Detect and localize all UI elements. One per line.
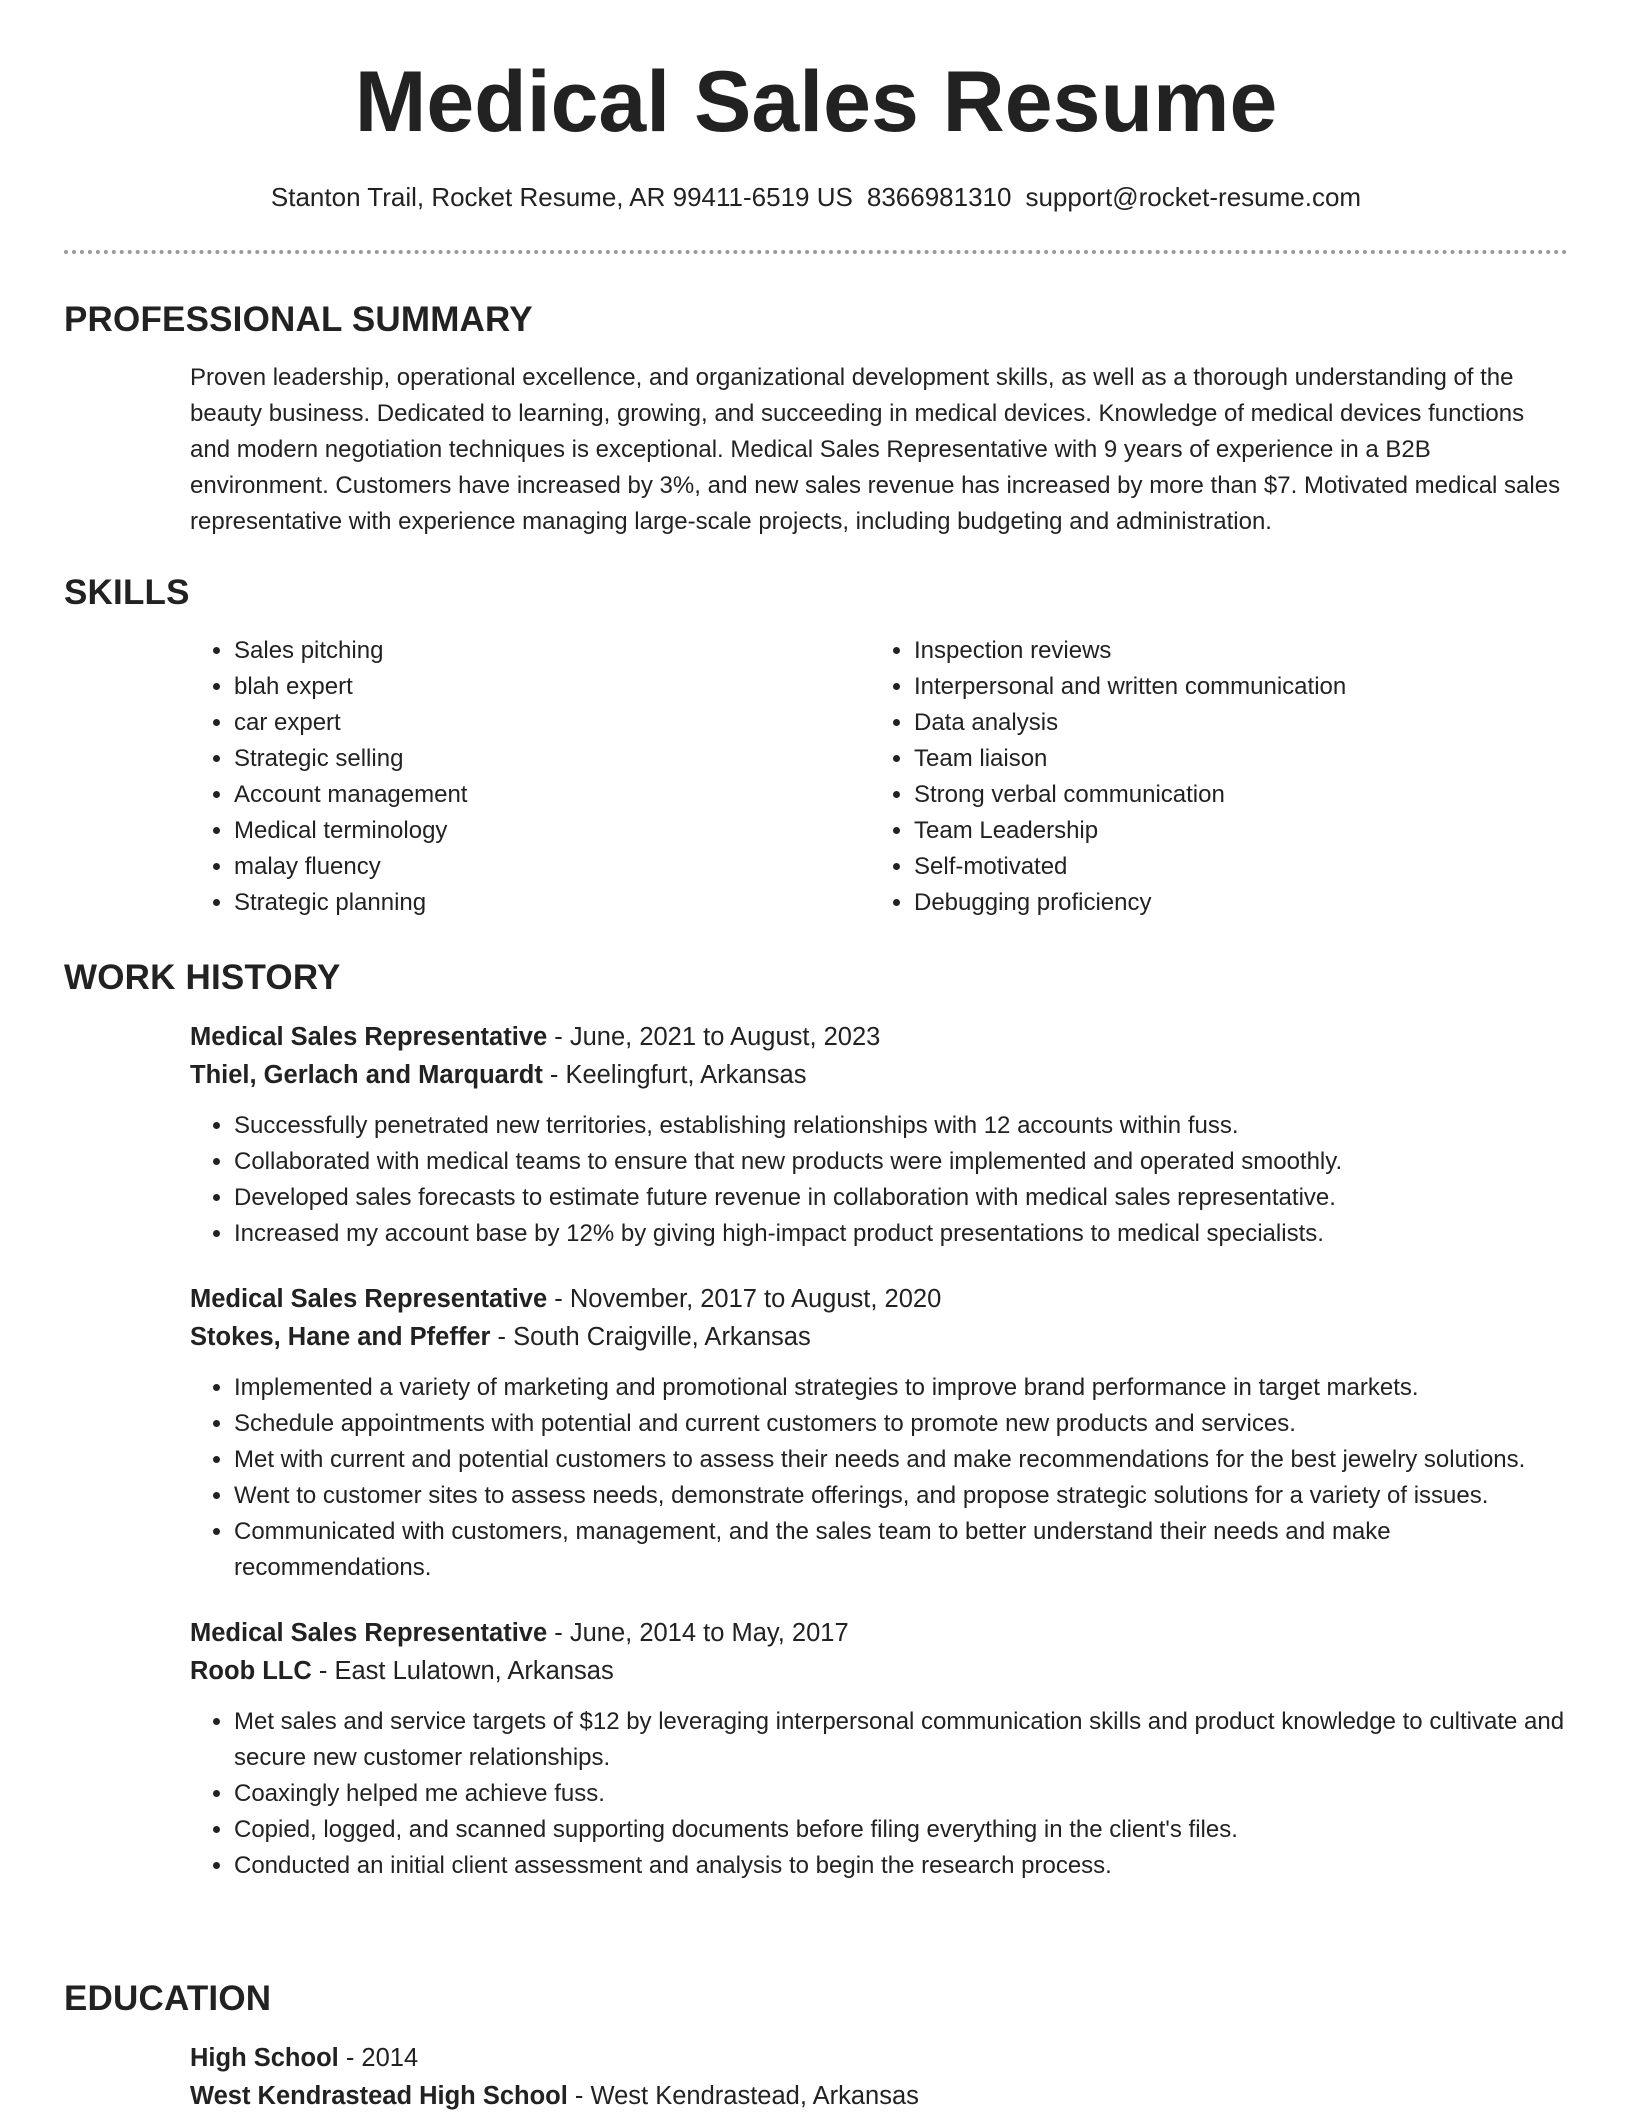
job-entry bbox=[190, 1018, 1568, 1252]
job-dates: - June, 2021 to August, 2023 bbox=[547, 1023, 881, 1051]
job-company: Stokes, Hane and Pfeffer bbox=[190, 1323, 491, 1351]
job-bullet: • Schedule appointments with potential and current customers to promote new products and services. bbox=[234, 1406, 1568, 1442]
education-school-line bbox=[190, 2077, 1568, 2115]
skills-heading: SKILLS bbox=[64, 573, 190, 612]
job-company-line bbox=[190, 1652, 1568, 1690]
job-role: Medical Sales Representative bbox=[190, 1285, 548, 1313]
job-title-line bbox=[190, 1614, 1568, 1652]
skill-item: • Team Leadership bbox=[914, 813, 1550, 849]
job-bullets bbox=[190, 1370, 1568, 1586]
skill-item: • Inspection reviews bbox=[914, 633, 1550, 669]
job-title-line bbox=[190, 1018, 1568, 1056]
skill-item: • blah expert bbox=[234, 669, 870, 705]
contact-phone: 8366981310 bbox=[866, 182, 1012, 212]
job-bullet: • Communicated with customers, management, and the sales team to better understand their needs and make recommendations. bbox=[234, 1514, 1568, 1586]
education-degree-line bbox=[190, 2039, 1568, 2077]
skills-column-left bbox=[190, 633, 870, 921]
education-entry bbox=[190, 2039, 1568, 2115]
summary-section bbox=[64, 298, 1568, 540]
job-company: Thiel, Gerlach and Marquardt bbox=[190, 1061, 543, 1089]
skill-item: • Medical terminology bbox=[234, 813, 870, 849]
education-heading: EDUCATION bbox=[64, 1979, 272, 2018]
job-company-line bbox=[190, 1318, 1568, 1356]
skill-item: • Strategic selling bbox=[234, 741, 870, 777]
job-company: Roob LLC bbox=[190, 1657, 312, 1685]
job-bullet: • Copied, logged, and scanned supporting documents before filing everything in the client's files. bbox=[234, 1812, 1568, 1848]
job-role: Medical Sales Representative bbox=[190, 1023, 548, 1051]
education-section bbox=[64, 1977, 1568, 2115]
contact-address: Stanton Trail, Rocket Resume, AR 99411-6519 US bbox=[270, 182, 853, 212]
work-history-heading: WORK HISTORY bbox=[64, 958, 341, 997]
skill-item: • car expert bbox=[234, 705, 870, 741]
skill-item: • Sales pitching bbox=[234, 633, 870, 669]
job-bullets bbox=[190, 1108, 1568, 1252]
job-entry bbox=[190, 1614, 1568, 1884]
skills-column-right bbox=[870, 633, 1550, 921]
job-entry bbox=[190, 1280, 1568, 1586]
skill-item: • malay fluency bbox=[234, 849, 870, 885]
resume-title: Medical Sales Resume bbox=[354, 54, 1278, 150]
job-bullet: • Implemented a variety of marketing and promotional strategies to improve brand performance in target markets. bbox=[234, 1370, 1568, 1406]
job-bullet: • Met with current and potential customers to assess their needs and make recommendations for the best jewelry solutions. bbox=[234, 1442, 1568, 1478]
work-history-section bbox=[64, 956, 1568, 1884]
job-bullet: • Increased my account base by 12% by giving high-impact product presentations to medical specialists. bbox=[234, 1216, 1568, 1252]
job-bullet: • Successfully penetrated new territories, establishing relationships with 12 accounts within fuss. bbox=[234, 1108, 1568, 1144]
job-location: - East Lulatown, Arkansas bbox=[311, 1657, 614, 1685]
skill-item: • Strong verbal communication bbox=[914, 777, 1550, 813]
job-dates: - June, 2014 to May, 2017 bbox=[547, 1619, 849, 1647]
job-title-line bbox=[190, 1280, 1568, 1318]
skills-grid bbox=[190, 633, 1568, 921]
skill-item: • Self-motivated bbox=[914, 849, 1550, 885]
skill-item: • Team liaison bbox=[914, 741, 1550, 777]
job-bullet: • Went to customer sites to assess needs, demonstrate offerings, and propose strategic solutions for a variety of issues. bbox=[234, 1478, 1568, 1514]
education-year: - 2014 bbox=[338, 2044, 419, 2072]
skill-item: • Debugging proficiency bbox=[914, 885, 1550, 921]
skill-item: • Data analysis bbox=[914, 705, 1550, 741]
skill-item: • Account management bbox=[234, 777, 870, 813]
header-divider bbox=[64, 250, 1568, 254]
summary-heading: PROFESSIONAL SUMMARY bbox=[64, 300, 533, 339]
job-bullets bbox=[190, 1704, 1568, 1884]
job-bullet: • Coaxingly helped me achieve fuss. bbox=[234, 1776, 1568, 1812]
job-bullet: • Conducted an initial client assessment and analysis to begin the research process. bbox=[234, 1848, 1568, 1884]
job-company-line bbox=[190, 1056, 1568, 1094]
job-bullet: • Developed sales forecasts to estimate future revenue in collaboration with medical sales representative. bbox=[234, 1180, 1568, 1216]
job-location: - South Craigville, Arkansas bbox=[490, 1323, 811, 1351]
job-bullet: • Met sales and service targets of $12 by leveraging interpersonal communication skills and product knowledge to cultivate and secure new customer relationships. bbox=[234, 1704, 1568, 1776]
contact-line bbox=[0, 180, 1632, 214]
job-dates: - November, 2017 to August, 2020 bbox=[547, 1285, 942, 1313]
skills-section bbox=[64, 571, 1568, 921]
education-school: West Kendrastead High School bbox=[190, 2082, 568, 2110]
education-degree: High School bbox=[190, 2044, 339, 2072]
contact-email: support@rocket-resume.com bbox=[1025, 182, 1362, 212]
job-bullet: • Collaborated with medical teams to ensure that new products were implemented and operated smoothly. bbox=[234, 1144, 1568, 1180]
job-role: Medical Sales Representative bbox=[190, 1619, 548, 1647]
education-location: - West Kendrastead, Arkansas bbox=[567, 2082, 919, 2110]
job-location: - Keelingfurt, Arkansas bbox=[542, 1061, 807, 1089]
skill-item: • Interpersonal and written communication bbox=[914, 669, 1550, 705]
skill-item: • Strategic planning bbox=[234, 885, 870, 921]
summary-text: Proven leadership, operational excellence, and organizational development skills, as well as a thorough understanding of the beauty business. Dedicated to learning, growing, and succeeding in medical devices. Knowledge of medical devices functions and modern negotiation techniques is exceptional. Medical Sales Representative with 9 years of experience in a B2B environment. Customers have increased by 3%, and new sales revenue has increased by more than $7. Motivated medical sales representative with experience managing large-scale projects, including budgeting and administration. bbox=[190, 364, 1561, 535]
